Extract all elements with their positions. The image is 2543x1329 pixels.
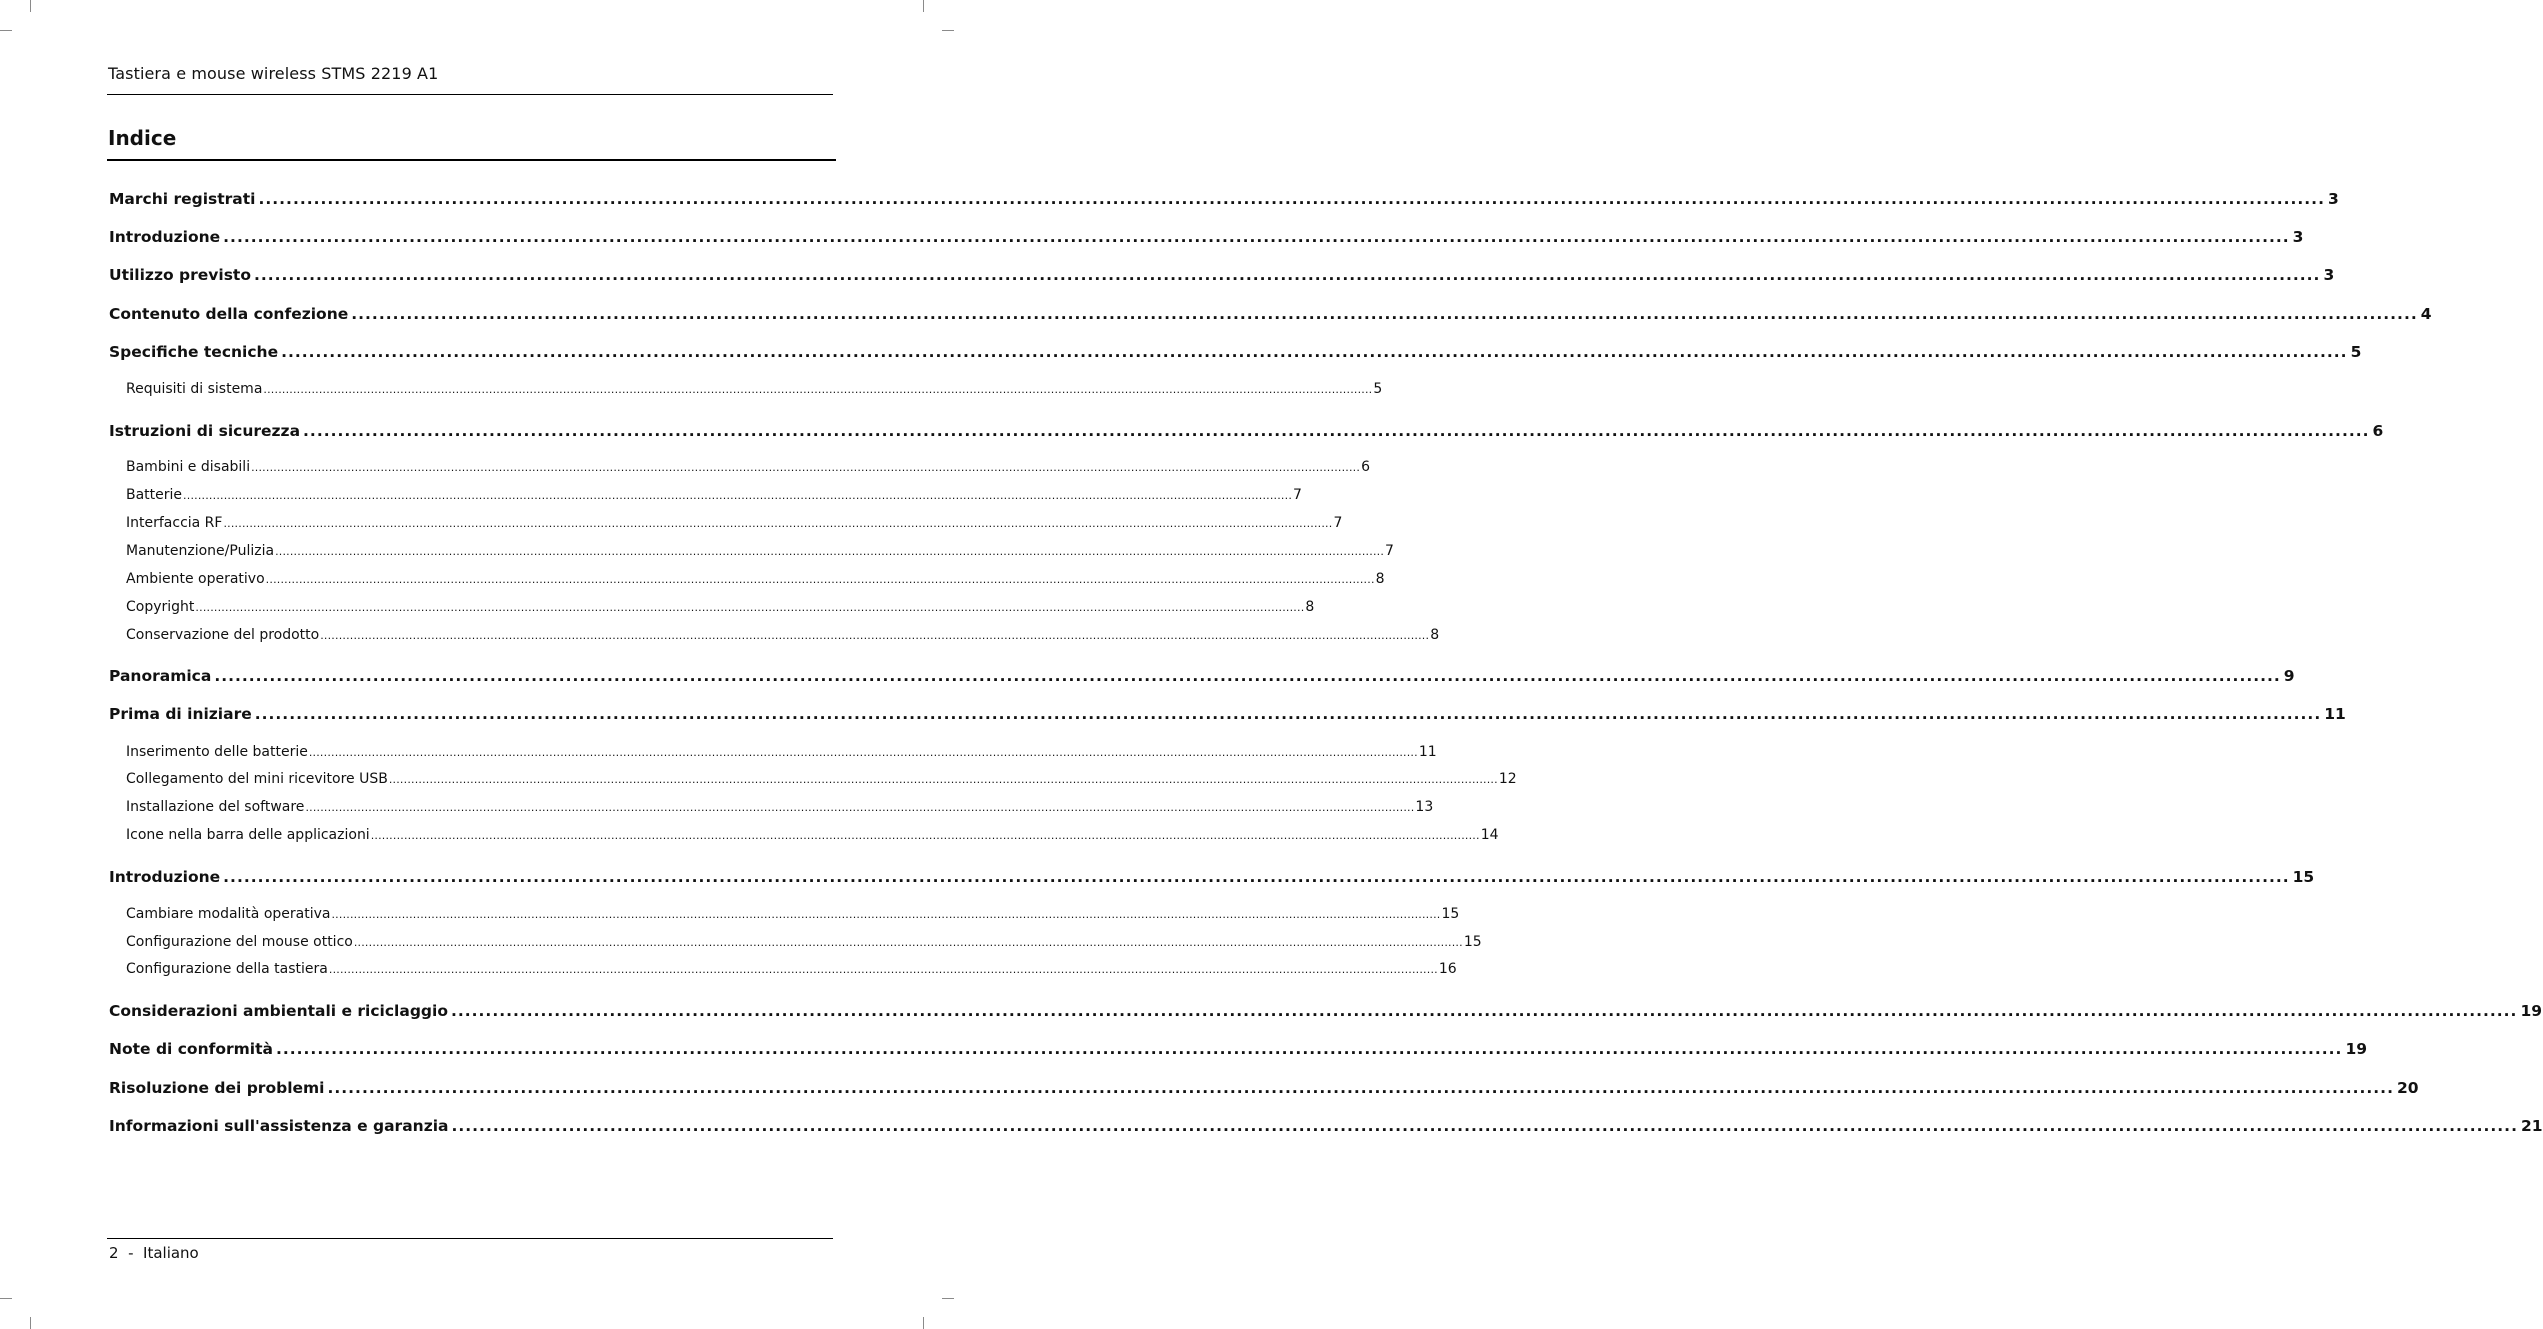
toc-entry[interactable] (109, 667, 2295, 689)
toc-entry-label: Interfaccia RF (126, 515, 223, 531)
crop-mark (0, 1298, 12, 1299)
crop-mark (942, 1298, 954, 1299)
crop-mark (942, 30, 954, 31)
toc-entry[interactable] (109, 305, 2432, 327)
dot-leader: ............................................................................................................................................................................................................................................................................................................ (258, 190, 2325, 208)
dot-leader: ............................................................................................................................................................................................................................................................................................................ (254, 705, 2322, 723)
toc-entry[interactable] (109, 422, 2384, 444)
dot-leader: ............................................................................................................................................................................................................................................................................................................ (275, 545, 1385, 558)
dot-leader: ............................................................................................................................................................................................................................................................................................................ (263, 383, 1373, 396)
toc-entry[interactable] (109, 1002, 2543, 1024)
toc-entry-label: Note di conformità (109, 1040, 273, 1058)
toc-entry-page: 5 (1373, 381, 1383, 397)
toc-subentry[interactable] (126, 961, 1457, 981)
toc-entry-label: Collegamento del mini ricevitore USB (126, 771, 388, 787)
toc-entry-label: Prima di iniziare (109, 705, 252, 723)
toc-subentry[interactable] (126, 627, 1440, 647)
toc-entry-page: 12 (1498, 771, 1517, 787)
toc-entry-page: 7 (1293, 487, 1302, 503)
dot-leader: ............................................................................................................................................................................................................................................................................................................ (223, 517, 1333, 530)
toc-entry-label: Introduzione (109, 228, 221, 246)
toc-entry-label: Bambini e disabili (126, 459, 251, 475)
crop-mark (30, 1317, 31, 1329)
dot-leader: ............................................................................................................................................................................................................................................................................................................ (195, 601, 1305, 614)
toc-entry-label: Requisiti di sistema (126, 381, 263, 397)
toc-entry-page: 5 (2350, 343, 2362, 361)
toc-entry[interactable] (109, 1040, 2368, 1062)
dot-leader: ............................................................................................................................................................................................................................................................................................................ (328, 963, 1438, 976)
crop-mark (30, 0, 31, 12)
toc-entry[interactable] (109, 1117, 2543, 1139)
toc-entry-page: 8 (1305, 599, 1315, 615)
toc-entry-page: 6 (2372, 422, 2384, 440)
toc-subentry[interactable] (126, 543, 1394, 563)
running-header: Tastiera e mouse wireless STMS 2219 A1 (108, 64, 439, 83)
dot-leader: ............................................................................................................................................................................................................................................................................................................ (305, 801, 1415, 814)
toc-entry-page: 19 (2345, 1040, 2368, 1058)
dot-leader: ............................................................................................................................................................................................................................................................................................................ (253, 266, 2321, 284)
toc-entry-page: 9 (2283, 667, 2295, 685)
dot-leader: ............................................................................................................................................................................................................................................................................................................ (451, 1117, 2518, 1135)
toc-subentry[interactable] (126, 799, 1434, 819)
toc-subentry[interactable] (126, 827, 1499, 847)
dot-leader: ............................................................................................................................................................................................................................................................................................................ (331, 908, 1441, 921)
crop-mark (923, 1317, 924, 1329)
toc-entry[interactable] (109, 266, 2335, 288)
toc-entry-page: 3 (2327, 190, 2339, 208)
dot-leader: ............................................................................................................................................................................................................................................................................................................ (183, 489, 1293, 502)
dot-leader: ............................................................................................................................................................................................................................................................................................................ (388, 773, 1498, 786)
toc-subentry[interactable] (126, 934, 1482, 954)
toc-subentry[interactable] (126, 599, 1315, 619)
toc-entry-label: Contenuto della confezione (109, 305, 349, 323)
crop-mark (923, 0, 924, 12)
dot-leader: ............................................................................................................................................................................................................................................................................................................ (327, 1079, 2394, 1097)
toc-entry-page: 15 (1463, 934, 1482, 950)
toc-entry[interactable] (109, 1079, 2419, 1101)
toc-entry-label: Specifiche tecniche (109, 343, 279, 361)
dot-leader: ............................................................................................................................................................................................................................................................................................................ (351, 305, 2418, 323)
toc-entry-page: 7 (1333, 515, 1343, 531)
toc-entry-label: Installazione del software (126, 799, 305, 815)
section-title: Indice (108, 126, 177, 150)
toc-entry-label: Ambiente operativo (126, 571, 265, 587)
toc-subentry[interactable] (126, 906, 1460, 926)
toc-subentry[interactable] (126, 571, 1385, 591)
toc-entry-page: 11 (2324, 705, 2346, 723)
dot-leader: ............................................................................................................................................................................................................................................................................................................ (275, 1040, 2343, 1058)
toc-entry[interactable] (109, 343, 2362, 365)
dot-leader: ............................................................................................................................................................................................................................................................................................................ (251, 461, 1361, 474)
toc-entry[interactable] (109, 705, 2346, 727)
toc-entry-label: Icone nella barra delle applicazioni (126, 827, 370, 843)
crop-mark (0, 30, 12, 31)
dot-leader: ............................................................................................................................................................................................................................................................................................................ (265, 573, 1375, 586)
dot-leader: ............................................................................................................................................................................................................................................................................................................ (214, 667, 2281, 685)
toc-entry-page: 19 (2520, 1002, 2543, 1020)
dot-leader: ............................................................................................................................................................................................................................................................................................................ (308, 746, 1418, 759)
header-divider (107, 94, 833, 95)
toc-entry-label: Configurazione del mouse ottico (126, 934, 353, 950)
toc-entry-label: Istruzioni di sicurezza (109, 422, 301, 440)
toc-subentry[interactable] (126, 515, 1343, 535)
toc-entry-label: Batterie (126, 487, 183, 503)
toc-entry-label: Configurazione della tastiera (126, 961, 328, 977)
toc-entry-page: 15 (2292, 868, 2315, 886)
toc-entry-label: Risoluzione dei problemi (109, 1079, 325, 1097)
toc-entry-page: 3 (2323, 266, 2335, 284)
toc-subentry[interactable] (126, 381, 1383, 401)
toc-subentry[interactable] (126, 771, 1517, 791)
toc-entry-label: Introduzione (109, 868, 221, 886)
toc-entry-label: Conservazione del prodotto (126, 627, 320, 643)
toc-entry-label: Copyright (126, 599, 195, 615)
toc-entry-label: Marchi registrati (109, 190, 256, 208)
toc-entry-page: 4 (2420, 305, 2432, 323)
toc-entry-label: Cambiare modalità operativa (126, 906, 331, 922)
toc-entry-label: Panoramica (109, 667, 212, 685)
toc-subentry[interactable] (126, 459, 1370, 479)
toc-entry-page: 15 (1441, 906, 1460, 922)
dot-leader: ............................................................................................................................................................................................................................................................................................................ (281, 343, 2348, 361)
section-divider (107, 159, 836, 161)
dot-leader: ............................................................................................................................................................................................................................................................................................................ (450, 1002, 2518, 1020)
toc-entry[interactable] (109, 228, 2304, 250)
page-footer: 2 - Italiano (109, 1244, 199, 1262)
dot-leader: ............................................................................................................................................................................................................................................................................................................ (320, 629, 1430, 642)
toc-entry-label: Utilizzo previsto (109, 266, 251, 284)
dot-leader: ............................................................................................................................................................................................................................................................................................................ (353, 936, 1463, 949)
toc-entry[interactable] (109, 190, 2339, 212)
toc-entry-page: 7 (1385, 543, 1394, 559)
footer-divider (107, 1238, 833, 1239)
toc-entry-page: 14 (1480, 827, 1499, 843)
dot-leader: ............................................................................................................................................................................................................................................................................................................ (223, 228, 2290, 246)
toc-entry-page: 20 (2396, 1079, 2419, 1097)
toc-entry-page: 21 (2520, 1117, 2543, 1135)
toc-entry-page: 11 (1418, 744, 1437, 760)
toc-entry-label: Considerazioni ambientali e riciclaggio (109, 1002, 448, 1020)
toc-entry-page: 8 (1430, 627, 1440, 643)
toc-entry-page: 6 (1361, 459, 1370, 475)
toc-entry-page: 16 (1438, 961, 1457, 977)
dot-leader: ............................................................................................................................................................................................................................................................................................................ (223, 868, 2290, 886)
toc-entry-page: 3 (2292, 228, 2304, 246)
toc-entry-label: Informazioni sull'assistenza e garanzia (109, 1117, 449, 1135)
toc-subentry[interactable] (126, 487, 1302, 507)
dot-leader: ............................................................................................................................................................................................................................................................................................................ (303, 422, 2370, 440)
toc-entry-label: Manutenzione/Pulizia (126, 543, 275, 559)
dot-leader: ............................................................................................................................................................................................................................................................................................................ (370, 829, 1480, 842)
toc-entry-page: 13 (1415, 799, 1434, 815)
toc-subentry[interactable] (126, 744, 1437, 764)
toc-entry-label: Inserimento delle batterie (126, 744, 308, 760)
toc-entry-page: 8 (1375, 571, 1385, 587)
toc-entry[interactable] (109, 868, 2315, 890)
